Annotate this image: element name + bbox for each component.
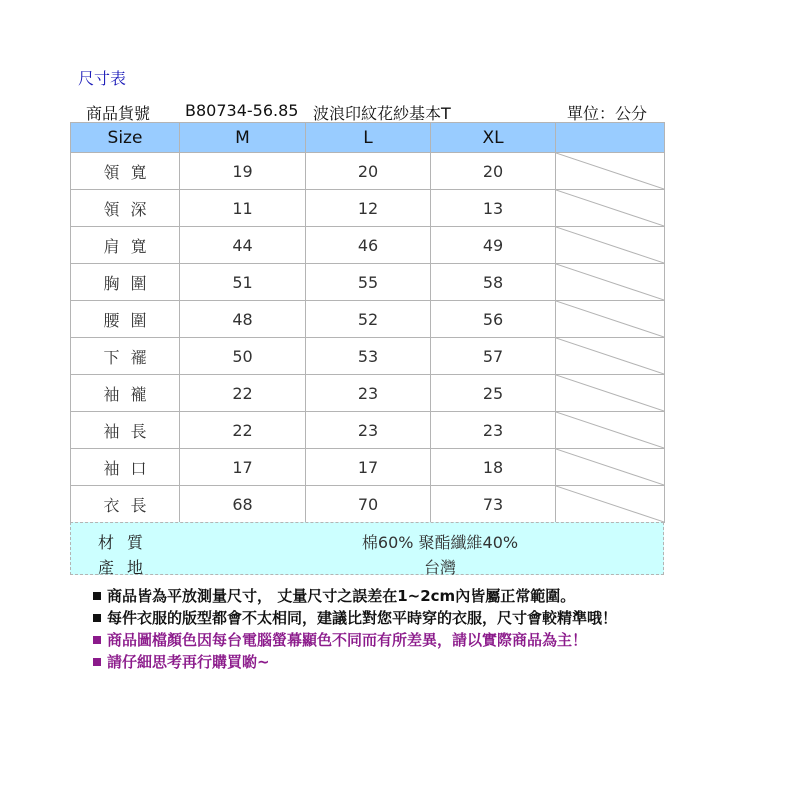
note-item [93, 607, 617, 629]
measurement-label: 袖口 [71, 449, 180, 486]
table-row [71, 264, 665, 301]
note-item [93, 651, 617, 673]
product-name: 波浪印紋花紗基本T [313, 104, 451, 123]
header-xl: XL [431, 123, 556, 153]
measurement-label: 腰圍 [71, 301, 180, 338]
size-value: 23 [431, 412, 556, 449]
table-row [71, 486, 665, 523]
empty-diagonal-cell [556, 486, 665, 523]
table-row [71, 153, 665, 190]
header-m: M [180, 123, 306, 153]
empty-diagonal-cell [556, 153, 665, 190]
note-text: 每件衣服的版型都會不太相同，建議比對您平時穿的衣服，尺寸會較精準哦！ [107, 609, 618, 627]
size-value: 50 [180, 338, 306, 375]
note-text: 請仔細思考再行購買喲~ [107, 653, 270, 671]
size-value: 20 [431, 153, 556, 190]
size-value: 48 [180, 301, 306, 338]
size-value: 22 [180, 412, 306, 449]
page-title: 尺寸表 [78, 69, 127, 88]
product-code-label: 商品貨號 [86, 104, 151, 123]
table-row [71, 338, 665, 375]
header-size: Size [71, 123, 180, 153]
table-row [71, 301, 665, 338]
measurement-label: 袖長 [71, 412, 180, 449]
header-l: L [306, 123, 431, 153]
note-text: 商品圖檔顏色因每台電腦螢幕顯色不同而有所差異，請以實際商品為主！ [107, 631, 588, 649]
square-bullet-icon [93, 658, 101, 666]
product-info [70, 99, 664, 123]
size-value: 12 [306, 190, 431, 227]
size-table [70, 122, 665, 523]
table-row [71, 227, 665, 264]
empty-diagonal-cell [556, 227, 665, 264]
size-value: 53 [306, 338, 431, 375]
empty-diagonal-cell [556, 301, 665, 338]
size-value: 18 [431, 449, 556, 486]
size-value: 25 [431, 375, 556, 412]
empty-diagonal-cell [556, 412, 665, 449]
measurement-label: 衣長 [71, 486, 180, 523]
size-value: 49 [431, 227, 556, 264]
table-row [71, 375, 665, 412]
material-box [70, 522, 664, 575]
empty-diagonal-cell [556, 190, 665, 227]
size-value: 55 [306, 264, 431, 301]
size-value: 46 [306, 227, 431, 264]
size-value: 17 [180, 449, 306, 486]
measurement-label: 領深 [71, 190, 180, 227]
note-text: 商品皆為平放測量尺寸， 丈量尺寸之誤差在1~2cm內皆屬正常範圍。 [107, 587, 576, 605]
note-item [93, 585, 617, 607]
header-empty [556, 123, 665, 153]
size-value: 20 [306, 153, 431, 190]
measurement-label: 下襬 [71, 338, 180, 375]
table-row [71, 190, 665, 227]
origin-value: 台灣 [423, 558, 456, 577]
product-code: B80734-56.85 [185, 101, 299, 120]
size-value: 13 [431, 190, 556, 227]
size-value: 57 [431, 338, 556, 375]
square-bullet-icon [93, 614, 101, 622]
size-value: 56 [431, 301, 556, 338]
square-bullet-icon [93, 592, 101, 600]
table-header-row [71, 123, 665, 153]
empty-diagonal-cell [556, 264, 665, 301]
square-bullet-icon [93, 636, 101, 644]
empty-diagonal-cell [556, 375, 665, 412]
size-value: 23 [306, 375, 431, 412]
unit-label: 單位：公分 [567, 104, 648, 123]
size-table-body [71, 153, 665, 523]
note-item [93, 629, 617, 651]
notes-list [93, 585, 617, 673]
size-value: 68 [180, 486, 306, 523]
measurement-label: 胸圍 [71, 264, 180, 301]
size-value: 22 [180, 375, 306, 412]
measurement-label: 袖襱 [71, 375, 180, 412]
size-value: 23 [306, 412, 431, 449]
material-value: 棉60% 聚酯纖維40% [361, 533, 519, 552]
size-value: 51 [180, 264, 306, 301]
size-value: 44 [180, 227, 306, 264]
origin-label: 產地 [98, 558, 157, 577]
measurement-label: 領寬 [71, 153, 180, 190]
table-row [71, 449, 665, 486]
size-value: 11 [180, 190, 306, 227]
size-value: 17 [306, 449, 431, 486]
table-row [71, 412, 665, 449]
size-value: 58 [431, 264, 556, 301]
material-label: 材質 [98, 533, 157, 552]
empty-diagonal-cell [556, 338, 665, 375]
size-value: 73 [431, 486, 556, 523]
size-value: 70 [306, 486, 431, 523]
empty-diagonal-cell [556, 449, 665, 486]
size-value: 52 [306, 301, 431, 338]
measurement-label: 肩寬 [71, 227, 180, 264]
size-value: 19 [180, 153, 306, 190]
